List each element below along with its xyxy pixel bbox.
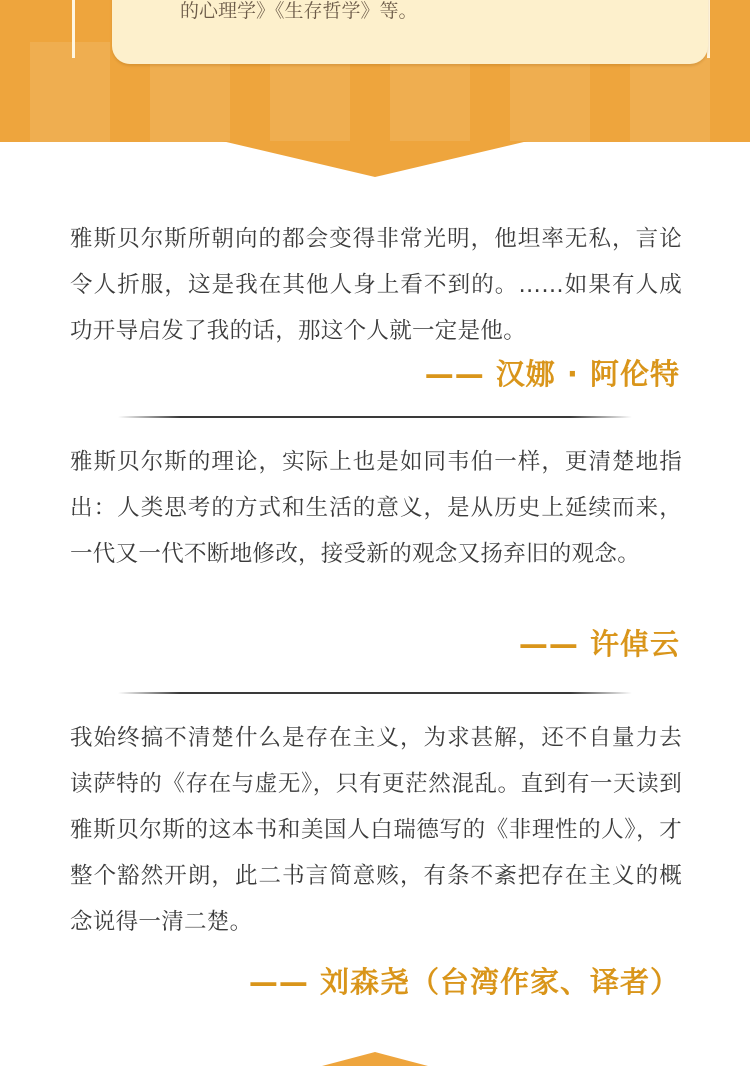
quote-author-1: —— 汉娜 · 阿伦特 [424, 357, 680, 391]
intro-card-text: 的心理学》《生存哲学》等。 [180, 0, 418, 22]
header-band [0, 0, 750, 142]
band-panel [30, 42, 110, 142]
quote-author-2: —— 许倬云 [518, 627, 680, 661]
band-rule-left [72, 0, 75, 58]
section-divider [118, 416, 632, 418]
quote-text-1: 雅斯贝尔斯所朝向的都会变得非常光明，他坦率无私，言论令人折服，这是我在其他人身上看不到的。……如果有人成功开导启发了我的话，那这个人就一定是他。 [70, 226, 682, 344]
quote-text-3: 我始终搞不清楚什么是存在主义，为求甚解，还不自量力去读萨特的《存在与虚无》，只有更茫然混乱。直到有一天读到雅斯贝尔斯的这本书和美国人白瑞德写的《非理性的人》，才整个豁然开朗，此二书言简意赅，有条不紊把存在主义的概念说得一清二楚。 [70, 725, 682, 935]
section-divider [118, 692, 632, 694]
quote-text-2: 雅斯贝尔斯的理论，实际上也是如同韦伯一样，更清楚地指出：人类思考的方式和生活的意义，是从历史上延续而来，一代又一代不断地修改，接受新的观念又扬弃旧的观念。 [70, 449, 682, 567]
quote-author-3: —— 刘森尧（台湾作家、译者） [248, 965, 680, 999]
bottom-chevron [0, 1048, 750, 1066]
chevron-divider [0, 141, 750, 181]
